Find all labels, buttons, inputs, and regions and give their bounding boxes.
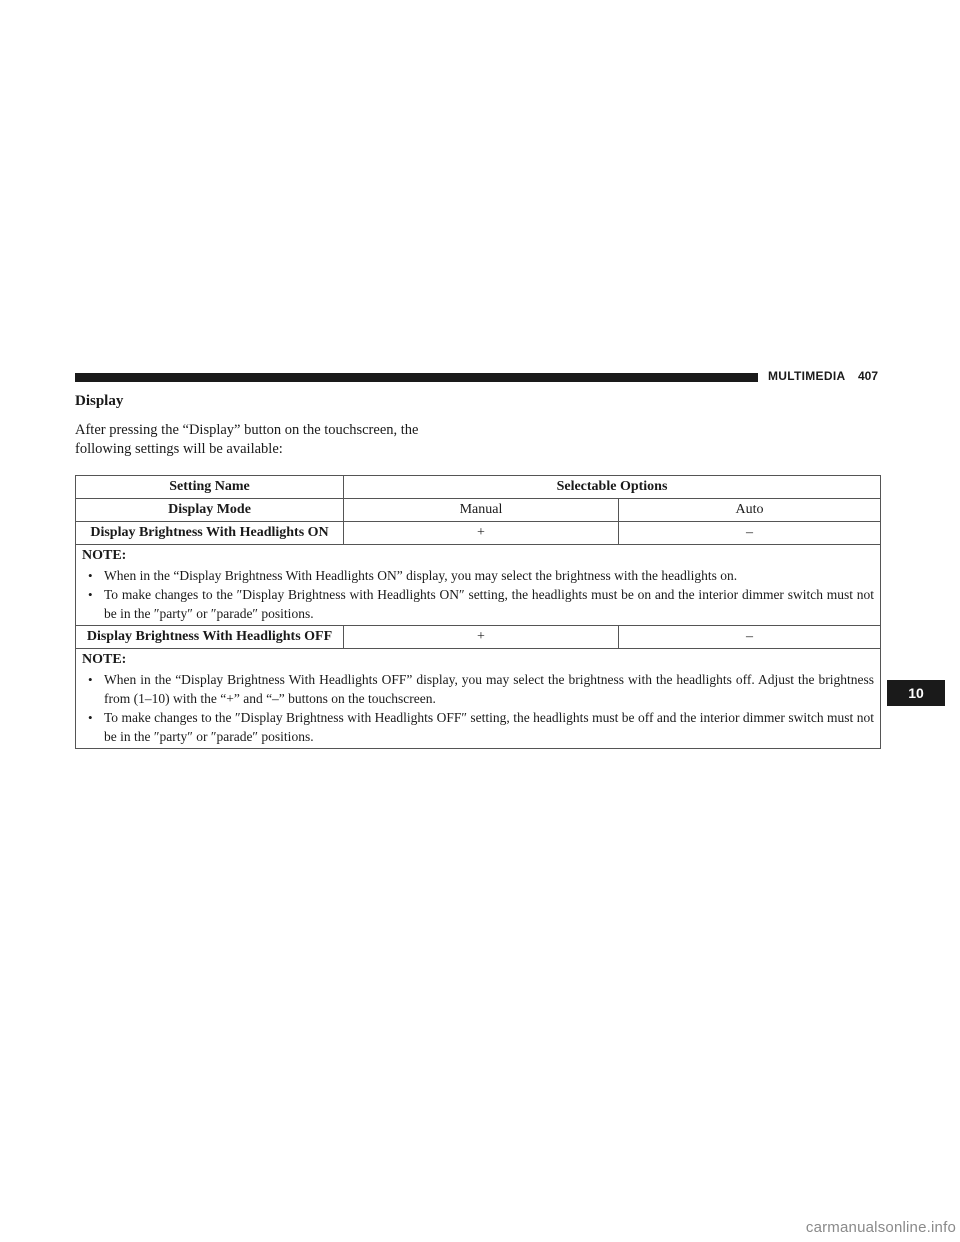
running-header-section: MULTIMEDIA: [768, 369, 846, 383]
option-cell: Manual: [344, 499, 619, 522]
setting-name-cell: Display Brightness With Headlights OFF: [76, 626, 344, 649]
note-cell: [76, 649, 881, 749]
bullet-icon: •: [88, 672, 93, 687]
note-title: NOTE:: [82, 548, 127, 563]
list-item: [82, 708, 874, 746]
note-list: [82, 566, 874, 623]
option-cell: +: [344, 522, 619, 545]
note-list: [82, 670, 874, 746]
bullet-icon: •: [88, 710, 93, 725]
section-heading: Display: [75, 393, 124, 409]
table-row: [76, 522, 881, 545]
list-item: [82, 585, 874, 623]
chapter-tab: 10: [887, 680, 945, 706]
list-item: [82, 670, 874, 708]
option-cell: –: [619, 626, 881, 649]
note-title: NOTE:: [82, 652, 127, 667]
option-cell: Auto: [619, 499, 881, 522]
watermark-text: carmanualsonline.info: [805, 1219, 956, 1236]
option-cell: +: [344, 626, 619, 649]
table-header-row: [76, 476, 881, 499]
header-rule: [75, 373, 758, 382]
intro-paragraph: After pressing the “Display” button on the touchscreen, the following settings will be available:: [75, 422, 419, 457]
setting-name-cell: Display Mode: [76, 499, 344, 522]
table-row: [76, 499, 881, 522]
table-row: [76, 626, 881, 649]
note-cell: [76, 545, 881, 626]
note-text: To make changes to the ″Display Brightness with Headlights OFF″ setting, the headlights must be off and the interior dimmer switch must not be in the ″party″ or ″parade″ positions.: [104, 710, 874, 744]
bullet-icon: •: [88, 568, 93, 583]
header-setting-name: Setting Name: [76, 476, 344, 499]
note-row: [76, 545, 881, 626]
header-selectable-options: Selectable Options: [344, 476, 881, 499]
note-text: When in the “Display Brightness With Headlights ON” display, you may select the brightness with the headlights on.: [104, 568, 738, 583]
list-item: [82, 566, 874, 585]
note-text: When in the “Display Brightness With Headlights OFF” display, you may select the brightness with the headlights off. Adjust the brightness from (1–10) with the “+” and “–” buttons on the touchscreen.: [104, 672, 874, 706]
page-number: 407: [858, 369, 879, 383]
option-cell: –: [619, 522, 881, 545]
note-row: [76, 649, 881, 749]
bullet-icon: •: [88, 587, 93, 602]
settings-table: [75, 475, 881, 749]
note-text: To make changes to the ″Display Brightness with Headlights ON″ setting, the headlights must be on and the interior dimmer switch must not be in the ″party″ or ″parade″ positions.: [104, 587, 874, 621]
setting-name-cell: Display Brightness With Headlights ON: [76, 522, 344, 545]
